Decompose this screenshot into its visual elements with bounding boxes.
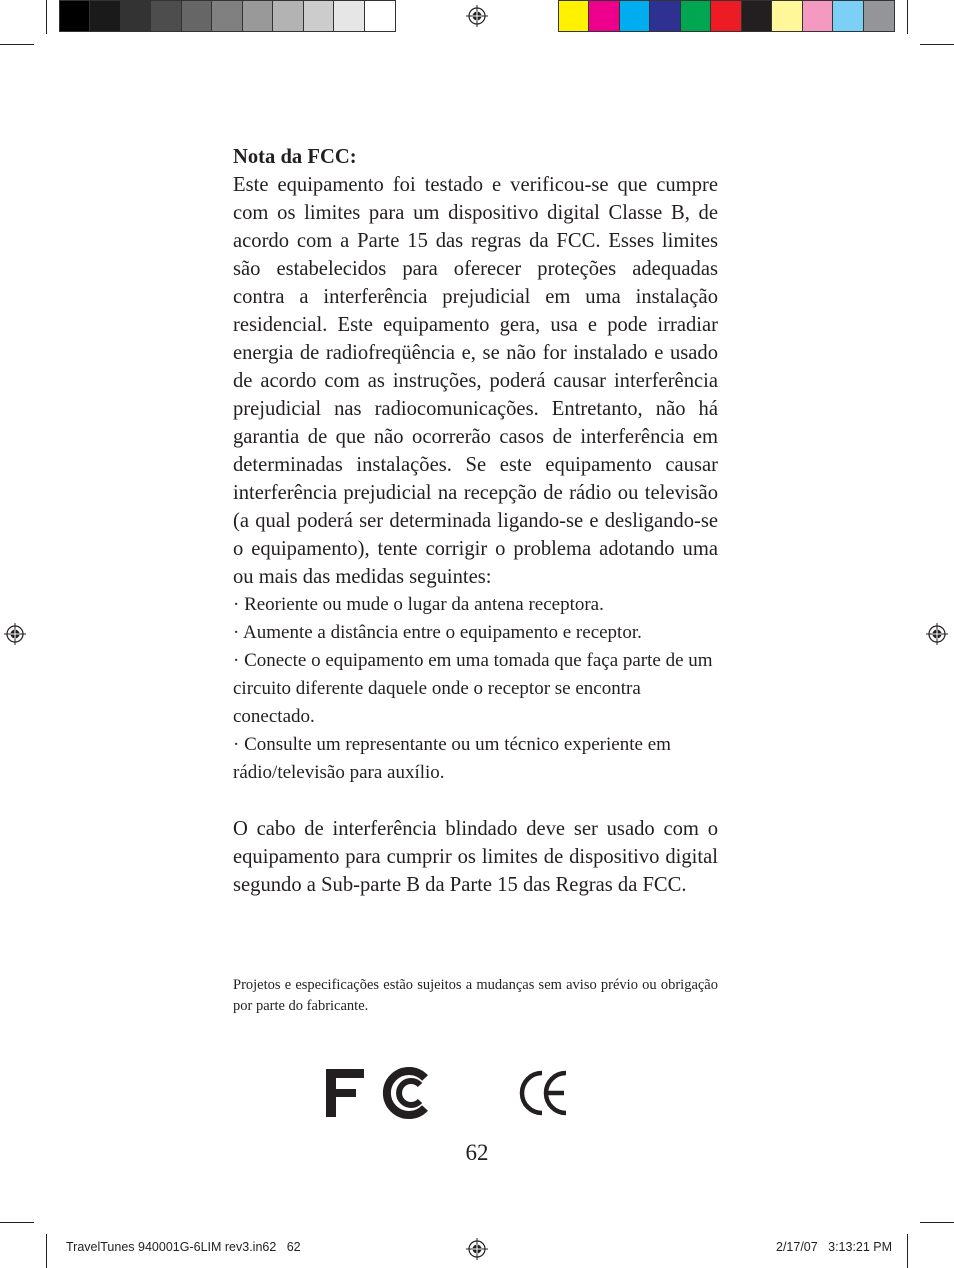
registration-mark-icon: [926, 623, 948, 645]
grayscale-color-bar: [59, 0, 396, 32]
color-swatch: [60, 1, 90, 31]
color-swatch: [711, 1, 741, 31]
fcc-notice: [233, 143, 718, 899]
color-swatch: [650, 1, 680, 31]
notice-title: Nota da FCC:: [233, 146, 357, 168]
color-swatch: [334, 1, 364, 31]
list-item: · Conecte o equipamento em uma tomada que faça parte de um circuito diferente daquele onde o receptor se encontra conectado.: [233, 650, 713, 727]
color-swatch: [365, 1, 395, 31]
disclaimer: Projetos e especificações estão sujeitos a mudanças sem aviso prévio ou obrigação por parte do fabricante.: [233, 977, 718, 1014]
color-swatch: [681, 1, 711, 31]
slug-file-info: TravelTunes 940001G-6LIM rev3.in62 62: [66, 1240, 301, 1254]
notice-paragraph: Este equipamento foi testado e verificou-se que cumpre com os limites para um dispositivo digital Classe B, de acordo com a Parte 15 das regras da FCC. Esses limites são estabelecidos para oferecer proteções adequadas contra a interferência prejudicial em uma instalação residencial. Este equipamento gera, usa e pode irradiar energia de radiofreqüência e, se não for instalado e usado de acordo com as instruções, poderá causar interferência prejudicial nas radiocomunicações. Entretanto, não há garantia de que não ocorrerão casos de interferência em determinadas instalações. Se este equipamento causar interferência prejudicial na recepção de rádio ou televisão (a qual poderá ser determinada ligando-se e desligando-se o equipamento), tente corrigir o problema adotando uma ou mais das medidas seguintes:: [233, 174, 718, 588]
color-swatch: [803, 1, 833, 31]
color-swatch: [772, 1, 802, 31]
color-swatch: [182, 1, 212, 31]
color-swatch: [559, 1, 589, 31]
compliance-logos: [0, 1066, 954, 1120]
crop-mark-top-right-v: [907, 0, 908, 34]
color-swatch: [151, 1, 181, 31]
notice-body: [233, 143, 718, 591]
color-swatch: [243, 1, 273, 31]
color-swatch: [589, 1, 619, 31]
crop-mark-bottom-left-v: [46, 1234, 47, 1268]
fcc-logo-icon: [326, 1069, 425, 1117]
list-item: · Consulte um representante ou um técnico experiente em rádio/televisão para auxílio.: [233, 734, 671, 783]
color-swatch: [121, 1, 151, 31]
page-number: 62: [465, 1140, 489, 1165]
cable-paragraph: O cabo de interferência blindado deve ser usado com o equipamento para cumprir os limites de dispositivo digital segundo a Sub-parte B da Parte 15 das Regras da FCC.: [233, 818, 718, 896]
crop-mark-top-left-h: [0, 44, 34, 45]
color-swatch: [273, 1, 303, 31]
color-swatch: [833, 1, 863, 31]
registration-mark-icon: [466, 1238, 488, 1260]
list-item: · Aumente a distância entre o equipamento e receptor.: [233, 622, 642, 643]
color-swatch: [90, 1, 120, 31]
color-swatch: [212, 1, 242, 31]
ce-logo-icon: [522, 1073, 566, 1113]
list-item: · Reoriente ou mude o lugar da antena receptora.: [233, 594, 604, 615]
registration-mark-icon: [4, 623, 26, 645]
color-swatch: [304, 1, 334, 31]
color-swatch: [864, 1, 894, 31]
crop-mark-bottom-right-v: [907, 1234, 908, 1268]
crop-mark-bottom-right-h: [920, 1222, 954, 1223]
registration-mark-icon: [466, 5, 488, 27]
color-swatch: [620, 1, 650, 31]
color-swatch: [742, 1, 772, 31]
crop-mark-bottom-left-h: [0, 1222, 34, 1223]
process-color-bar: [558, 0, 895, 32]
crop-mark-top-right-h: [920, 44, 954, 45]
measures-list: [233, 591, 718, 787]
slug-timestamp: 2/17/07 3:13:21 PM: [776, 1240, 893, 1254]
crop-mark-top-left-v: [46, 0, 47, 34]
